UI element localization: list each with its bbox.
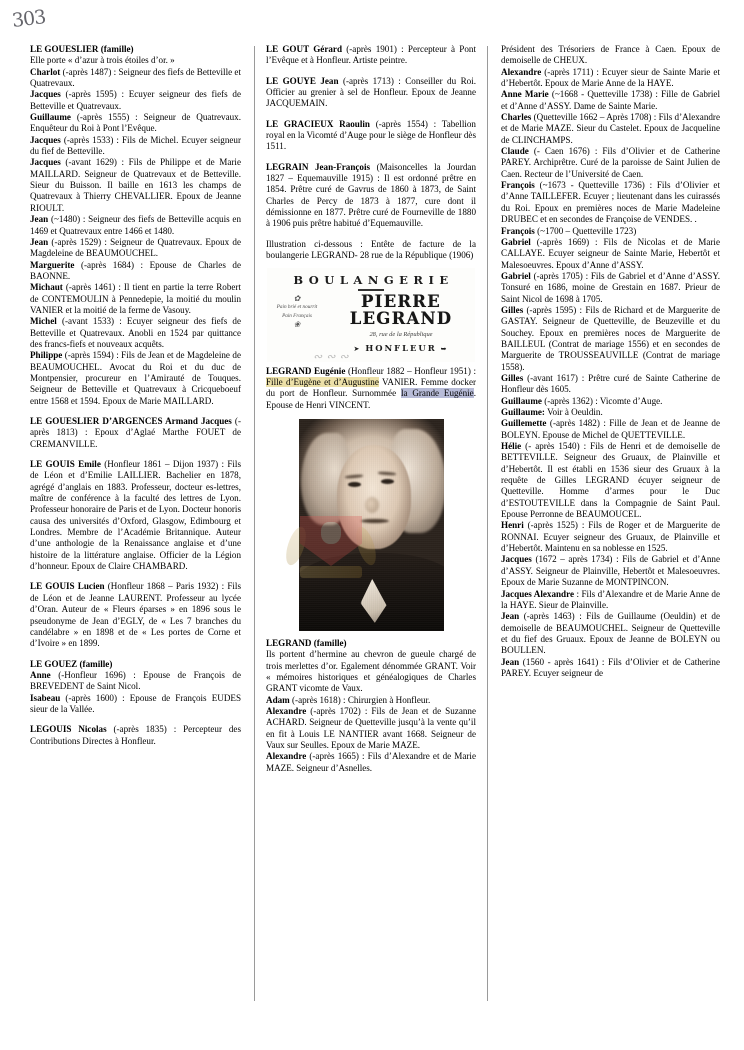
entry: [266, 76, 476, 110]
entry-text: (-après 1487) : Seigneur des fiefs de Betteville et Quatrevaux.: [30, 66, 241, 89]
entry: [266, 706, 476, 751]
entry: [501, 373, 720, 396]
entry: [501, 589, 720, 612]
entry: [501, 146, 720, 180]
paragraph-gap: [266, 153, 476, 162]
family-heading: [30, 44, 241, 55]
entry-text: (-après 1555) : Seigneur de Quatrevaux. Enquêteur du Roi à Pont l’Evêque.: [30, 112, 241, 134]
paragraph-gap: [30, 407, 241, 416]
paragraph-gap: [266, 67, 476, 76]
entry-text: (- Caen 1676) : Fils d’Olivier et de Catherine PAREY. Archiprêtre. Curé de la paroisse de Saint Julien de Caen. Recteur de l’Université de Caen.: [501, 146, 720, 179]
entry-text: (- après 1540) : Fils de Henri et de demoiselle de BETTEVILLE. Seigneur des Gruaux, de Plainville et d’Hebertôt. Il est établi en 1536 sieur des Gruaux à la requête de Gilles LEGRAND écuyer seigneur de Quetteville. Homme d’armes pour le Duc d’ESTOUTEVILLE dans la Compagnie de Saint Paul. Epouse Perronne de BEAUMOUCEL.: [501, 441, 720, 520]
entry: [501, 396, 720, 407]
column-right: [488, 44, 720, 1006]
entry: [501, 180, 720, 225]
entry-name: François: [501, 225, 535, 236]
family-heading-label: LEGRAND (famille): [266, 637, 347, 648]
entry-text: (~1673 - Quetteville 1736) : Fils d’Olivier et d’Anne TAILLEFER. Ecuyer ; lieutenant dans les cuirassés du Roi. Epoux en premières noces de Marie Madeleine DRUBEC et en secondes de Françoise de VENDES. .: [501, 180, 720, 225]
bakery-letterhead-illustration: [267, 268, 475, 362]
entry-text-part2: VANIER. Femme docker du port de Honfleur. Surnommée: [266, 376, 477, 399]
paragraph-gap: [30, 450, 241, 459]
paragraph: [501, 44, 720, 67]
entry: [30, 112, 241, 135]
entry-text: (-après 1461) : Il tient en partie la terre Robert de CONTEMOULIN à Pennedepie, la moitié du moulin VANIER et la moitié de la ferme de Vasouy.: [30, 282, 241, 315]
entry-name: Jacques: [501, 554, 532, 565]
entry-text: (-avant 1533) : Ecuyer seigneur des fiefs de Betteville et Quatrevaux. Anobli en 1524 par quittance des francs-fiefs et nouveaux acquêts.: [30, 316, 241, 349]
entry-name: Charlot: [30, 66, 61, 77]
entry-name: LE GOUYE Jean: [266, 75, 339, 86]
paragraph-text: Illustration ci-dessous : Entête de facture de la boulangerie LEGRAND- 28 rue de la République (1906): [266, 238, 476, 261]
letterhead-address: 28, rue de la République: [369, 330, 433, 338]
entry-text: : Fils d’Alexandre et de Marie Anne de la HAYE. Sieur de Plainville.: [501, 588, 720, 610]
entry-text: (~1668 - Quetteville 1738) : Fille de Gabriel et d’Anne d’ASSY. Dame de Sainte Marie.: [501, 89, 720, 111]
entry-text: (-avant 1629) : Fils de Philippe et de Marie MAILLARD. Seigneur de Quatrevaux et de Betteville. Sieur du Buisson. Il baille en 1613 les champs de Quatrevaux à Thierry CHEVALLIER. Epoux de Jeanne RIOULT.: [30, 157, 241, 213]
entry-name: Jean: [501, 656, 520, 667]
entry-text: Voir à Oeuldin.: [544, 407, 603, 417]
entry-name: Adam: [266, 694, 290, 705]
entry-name: LE GOUIS Lucien: [30, 581, 105, 592]
paragraph: [266, 239, 476, 262]
entry-text: (-après 1713) : Conseiller du Roi. Officier au grenier à sel de Honfleur. Epoux de Jeanne JACQUEMAIN.: [266, 75, 476, 109]
entry: [266, 751, 476, 774]
entry: [30, 581, 241, 649]
flourish-left-icon: ➤: [353, 345, 362, 354]
paragraph-gap: [266, 230, 476, 239]
entry: [266, 44, 476, 67]
entry: [501, 112, 720, 146]
entry-text: (-après 1705) : Fils de Gabriel et d’Anne d’ASSY. Tonsuré en 1686, moine de Grestain en 1687. Prieur de Saint Nicol de 1698 à 1705.: [501, 270, 720, 304]
entry: [266, 119, 476, 153]
letterhead-side-line-1: Pain brié et nourrit: [276, 303, 318, 310]
entry-name: Isabeau: [30, 692, 61, 703]
entry-text: (-après 1813) : Epoux d’Aglaé Marthe FOUET de CREMANVILLE.: [30, 416, 241, 449]
entry-name: Guillaume: [30, 112, 71, 123]
entry-text: (-après 1901) : Percepteur à Pont l’Evêque et à Honfleur. Artiste peintre.: [266, 44, 476, 66]
entry-name: Guillaume:: [501, 407, 545, 417]
entry-name: LE GRACIEUX Raoulin: [266, 118, 370, 129]
family-heading: [30, 659, 241, 670]
entry: [30, 316, 241, 350]
entry-text: (Honfleur 1868 – Paris 1932) : Fils de Léon et de Jeanne LAURENT. Professeur au lycée d’Oran. Auteur de « Fleurs éparses » en 1896 sous le pseudonyme de Jean d’EGLY, de « Les 7 branches du candélabre » en 1898 et de « Les portes de Corne et d’Ivoire » en 1899.: [30, 581, 241, 649]
letterhead-side-line-2: Pain Français: [282, 312, 312, 319]
paragraph-gap: [266, 110, 476, 119]
letterhead-title: BOULANGERIE: [293, 272, 454, 287]
entry-name: LE GOUT Gérard: [266, 44, 342, 54]
entry: [30, 416, 241, 450]
letterhead-side-text: [267, 293, 327, 329]
entry: [30, 459, 241, 572]
entry: [30, 67, 241, 90]
column-middle: [255, 44, 487, 1006]
entry: [30, 670, 241, 693]
entry-text-part1: (Honfleur 1882 – Honfleur 1951) :: [345, 365, 476, 376]
entry-text: (-après 1533) : Fils de Michel. Ecuyer seigneur du fief de Betteville.: [30, 134, 241, 157]
entry-text: (Maisoncelles la Jourdan 1827 – Equemauville 1915) : Il est ordonné prêtre en 1854. Prêtre curé de Gavrus de 1860 à 1873, de Saint Charles de Percy de 1873 à 1877, cure dont il démissionne en 1877. Prêtre curé de Fourneville de 1880 à 1906 puis prêtre habitué d’Equemauville.: [266, 161, 477, 229]
entry-text: (-après 1684) : Epouse de Charles de BAONNE.: [30, 259, 241, 281]
entry-text: (-après 1665) : Fils d’Alexandre et de Marie MAZE. Seigneur d’Asnelles.: [266, 751, 476, 773]
entry-name: Jacques Alexandre: [501, 588, 575, 599]
entry-name: Gilles: [501, 304, 524, 315]
three-column-layout: [30, 44, 720, 1006]
entry-text: (-après 1618) : Chirurgien à Honfleur.: [289, 694, 431, 705]
entry: [30, 282, 241, 316]
family-heading: [266, 638, 476, 649]
entry-name: Alexandre: [266, 751, 307, 762]
entry-name: Gabriel: [501, 236, 531, 247]
entry: [30, 89, 241, 112]
entry: [266, 162, 476, 230]
entry-name: LEGRAIN Jean-François: [266, 161, 371, 172]
highlight-yellow: Fille d’Eugène et d’Augustine: [266, 376, 379, 387]
entry: [501, 305, 720, 373]
entry: [30, 237, 241, 260]
portrait-photo: [299, 419, 444, 631]
entry-name: Guillaume: [501, 395, 542, 406]
entry-text: (Quetteville 1662 – Après 1708) : Fils d’Alexandre et de Marie MAZE. Sieur du Castelet. Epoux de Jacqueline de CLINCHAMPS.: [501, 112, 720, 145]
letterhead-city: ➤ HONFLEUR ➥: [327, 343, 475, 355]
entry-name: Alexandre: [266, 705, 307, 716]
ornament-icon: ✿: [293, 293, 301, 303]
entry-text: (-après 1702) : Fils de Jean et de Suzanne ACHARD. Seigneur de Quetteville jusqu’à la vente qu’il en fit à Louis LE NANTIER avant 1668. Seigneur de Vaux sur Seulles. Epoux de Marie MAZE.: [266, 705, 476, 750]
entry-name: LE GOUESLIER D’ARGENCES Armand Jacques: [30, 416, 232, 426]
entry-text: (1672 – après 1734) : Fils de Gabriel et d’Anne d’ASSY. Seigneur de Plainville, Hebertôt et Malesoeuvres. Epoux de Marie Suzanne de MONTPINCON.: [501, 554, 720, 588]
handwriting-scribble: ∾∾∾: [313, 351, 353, 362]
entry-name: Gabriel: [501, 270, 531, 281]
entry: [30, 350, 241, 407]
entry-name: Jean: [501, 611, 520, 622]
entry-name: LEGOUIS Nicolas: [30, 724, 107, 735]
entry: [501, 89, 720, 112]
entry-name: LEGRAND Eugénie: [266, 365, 346, 376]
paragraph-gap: [30, 572, 241, 581]
entry: [501, 554, 720, 588]
entry-text: (-après 1525) : Fils de Roger et de Marguerite de RONNAI. Ecuyer seigneur des Gruaux, de Plainville et d’Hebertôt. Maintenu en sa noblesse en 1525.: [501, 520, 720, 554]
paragraph-gap: [30, 715, 241, 724]
column-left: [30, 44, 254, 1006]
entry: [501, 657, 720, 680]
entry: [30, 724, 241, 747]
entry-text: (-après 1835) : Percepteur des Contributions Directes à Honfleur.: [30, 724, 241, 746]
entry-text: (-après 1595) : Fils de Richard et de Marguerite de GASTAY. Seigneur de Quetteville, de Beuzeville et du Souchey. Epoux en premières noces de Marguerite de BAILLEUL (Contrat de mariage 1556) et en secondes de Marguerite de TROUSSEAUVILLE (Contrat de mariage 1558).: [501, 304, 720, 372]
entry-name: Jean: [30, 214, 49, 225]
entry: [30, 693, 241, 716]
family-heading-label: LE GOUEZ (famille): [30, 658, 113, 669]
family-heading-label: LE GOUESLIER (famille): [30, 44, 134, 54]
entry-name: Anne: [30, 669, 51, 680]
paragraph-gap: [30, 650, 241, 659]
entry-name: Alexandre: [501, 66, 542, 77]
entry-text-part3: . Epouse de Henri VINCENT.: [266, 388, 476, 410]
entry-name: Michel: [30, 316, 57, 327]
entry-name: Claude: [501, 146, 529, 157]
entry-name: Philippe: [30, 350, 63, 361]
entry-text: (-Honfleur 1696) : Epouse de François de BREVEDENT de Saint Nicol.: [30, 669, 241, 692]
entry-name: Charles: [501, 112, 532, 123]
entry-text: (-après 1669) : Fils de Nicolas et de Marie CALLAYE. Ecuyer seigneur de Sainte Marie, Hebertôt et Malesoeuvres. Epoux d’Anne d’ASSY.: [501, 236, 720, 270]
entry-name: Guillemette: [501, 418, 547, 429]
entry: [501, 237, 720, 271]
entry-name: Michaut: [30, 282, 63, 293]
ornament-icon-2: ❀: [293, 319, 301, 329]
paragraph-text: Elle porte « d’azur à trois étoiles d’or. »: [30, 55, 175, 66]
entry: [501, 67, 720, 90]
entry-text: (-après 1362) : Vicomte d’Auge.: [541, 395, 663, 406]
entry-name: Anne Marie: [501, 89, 549, 100]
entry: [501, 271, 720, 305]
entry: [501, 407, 720, 418]
letterhead-divider: [358, 289, 384, 291]
entry-name: Jacques: [30, 157, 61, 168]
entry-text: (1560 - après 1641) : Fils d’Olivier et de Catherine PAREY. Ecuyer seigneur de: [501, 656, 720, 678]
folio-number: 303: [10, 6, 47, 32]
entry: [501, 441, 720, 520]
entry: [501, 611, 720, 656]
entry-name: LE GOUIS Emile: [30, 459, 101, 470]
entry: [30, 214, 241, 237]
paragraph-text: Ils portent d’hermine au chevron de gueule chargé de trois merlettes d’or. Egalement dénommée GRANT. Voir « mémoires historiques et généalogiques de Charles GRANT vicomte de Vaux.: [266, 649, 476, 694]
entry-name: Jacques: [30, 134, 61, 145]
entry-name: Henri: [501, 520, 524, 531]
entry-name: Gilles: [501, 372, 524, 383]
entry-text: (-avant 1617) : Prêtre curé de Sainte Catherine de Honfleur dès 1605.: [501, 372, 720, 395]
paragraph-text: Président des Trésoriers de France à Caen. Epoux de demoiselle de CHEUX.: [501, 44, 720, 66]
column-middle-top: [266, 44, 476, 262]
entry-text: (-après 1554) : Tabellion royal en la Vicomté d’Auge pour le siège de Honfleur dès 1511.: [266, 118, 476, 152]
paragraph: [266, 649, 476, 694]
flourish-right-icon: ➥: [440, 345, 449, 354]
entry: [30, 260, 241, 283]
entry-text: (-après 1463) : Fils de Guillaume (Oeuldin) et de demoiselle de BEAUMOUCHEL. Seigneur de Quetteville et du fief des Gruaux. Epoux de Jeanne de BOLEYN ou BOULLEN.: [501, 611, 720, 656]
paragraph: [30, 55, 241, 66]
entry-text: (~1700 – Quetteville 1723): [534, 225, 637, 236]
entry-name: François: [501, 180, 535, 191]
letterhead-baker-name: PIERRE LEGRAND: [349, 291, 453, 328]
entry-text: (-après 1711) : Ecuyer sieur de Sainte Marie et d’Hebertôt. Epoux de Marie Anne de la HAYE.: [501, 66, 720, 89]
entry: [30, 157, 241, 214]
entry-text: (-après 1594) : Fils de Jean et de Magdeleine de BEAUMOUCHEL. Avocat du Roi et du duc de Montpensier, procureur en l’Amirauté de Touques. Seigneur de Betteville et Quatrevaux à Cricqueboeuf entre 1568 et 1594. Epoux de Marie MAILLARD.: [30, 350, 241, 406]
entry-legrand-eugenie: [266, 366, 476, 411]
column-middle-bottom: [266, 638, 476, 774]
entry: [30, 135, 241, 158]
entry-name: Marguerite: [30, 259, 75, 270]
entry: [501, 226, 720, 237]
entry-text: (Honfleur 1861 – Dijon 1937) : Fils de Léon et d’Emilie LAILLIER. Bachelier en 1878, agrégé d’anglais en 1883. Professeur, docteur es-lettres, maître de conférence à la faculté des lettres de Lyon. Professeur honoraire de Paris et de Lyon. Docteur honoris causa des universités d’Oxford, Glasgow, Edimbourg et Londres. Membre de l’Académie Britannique. Auteur d’une anthologie de la Renaissance anglaise et d’une histoire de la littérature anglaise. Officier de la Légion d’honneur. Epoux de Claire CHAMBARD.: [30, 459, 241, 572]
entry: [266, 695, 476, 706]
entry-text: (~1480) : Seigneur des fiefs de Betteville acquis en 1469 et Quatrevaux entre 1466 et 1480.: [30, 214, 241, 236]
entry-text: (-après 1482) : Fille de Jean et de Jeanne de BOLEYN. Epouse de Michel de QUETTEVILLE.: [501, 418, 720, 440]
entry-text: (-après 1600) : Epouse de François EUDES sieur de la Vallée.: [30, 692, 241, 714]
photo-grain-overlay: [299, 419, 444, 631]
highlight-blue: la Grande Eugénie: [400, 388, 474, 399]
entry-text: (-après 1529) : Seigneur de Quatrevaux. Epoux de Magdeleine de BEAUMOUCHEL.: [30, 236, 241, 259]
entry-name: Jacques: [30, 89, 61, 100]
entry-text: (-après 1595) : Ecuyer seigneur des fiefs de Betteville et Quatrevaux.: [30, 89, 241, 111]
entry-name: Jean: [30, 236, 49, 247]
entry: [501, 418, 720, 441]
entry-name: Hélie: [501, 441, 522, 452]
entry: [501, 520, 720, 554]
